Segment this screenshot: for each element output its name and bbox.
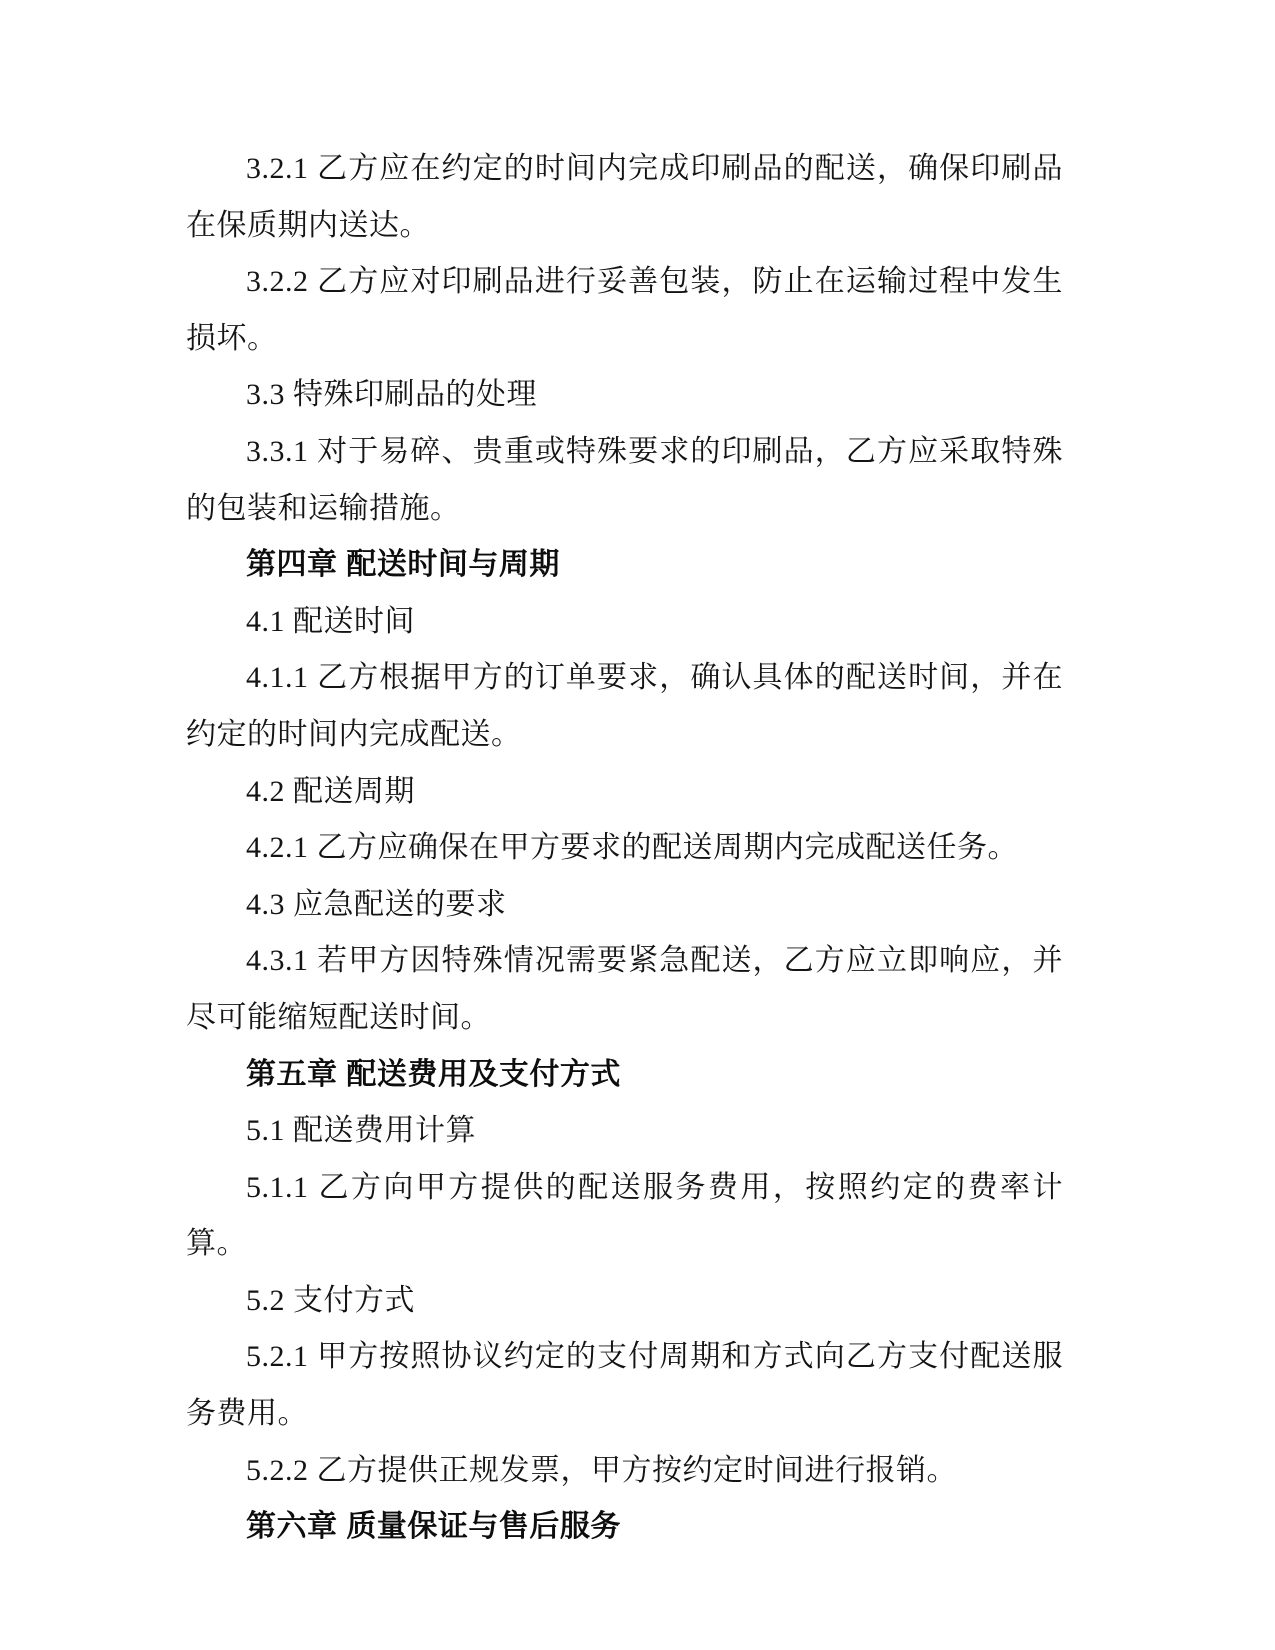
contract-text-area (186, 141, 1063, 1556)
clause-4-3: 4.3 应急配送的要求 (246, 887, 507, 921)
clause-4-3-1: 4.3.1 若甲方因特殊情况需要紧急配送，乙方应立即响应，并尽可能缩短配送时间。 (186, 944, 1063, 1034)
clause-5-1: 5.1 配送费用计算 (246, 1114, 476, 1148)
clause-4-2-1: 4.2.1 乙方应确保在甲方要求的配送周期内完成配送任务。 (246, 831, 1018, 865)
clause-4-2: 4.2 配送周期 (246, 774, 415, 808)
clause-4-1-1: 4.1.1 乙方根据甲方的订单要求，确认具体的配送时间，并在约定的时间内完成配送。 (186, 661, 1063, 751)
clause-5-1-1: 5.1.1 乙方向甲方提供的配送服务费用，按照约定的费率计算。 (186, 1170, 1063, 1261)
clause-3-3: 3.3 特殊印刷品的处理 (246, 378, 537, 412)
clause-5-2-2: 5.2.2 乙方提供正规发票，甲方按约定时间进行报销。 (246, 1453, 957, 1487)
clause-3-3-1: 3.3.1 对于易碎、贵重或特殊要求的印刷品，乙方应采取特殊的包装和运输措施。 (186, 434, 1063, 525)
clause-5-2-1: 5.2.1 甲方按照协议约定的支付周期和方式向乙方支付配送服务费用。 (186, 1340, 1063, 1431)
chapter-5-heading: 第五章 配送费用及支付方式 (246, 1057, 621, 1091)
clause-4-1: 4.1 配送时间 (246, 604, 415, 638)
clause-3-2-1: 3.2.1 乙方应在约定的时间内完成印刷品的配送，确保印刷品在保质期内送达。 (186, 152, 1063, 242)
chapter-4-heading: 第四章 配送时间与周期 (246, 548, 560, 582)
clause-3-2-2: 3.2.2 乙方应对印刷品进行妥善包装，防止在运输过程中发生损坏。 (186, 265, 1063, 355)
clause-5-2: 5.2 支付方式 (246, 1283, 415, 1317)
chapter-6-heading: 第六章 质量保证与售后服务 (246, 1510, 621, 1544)
